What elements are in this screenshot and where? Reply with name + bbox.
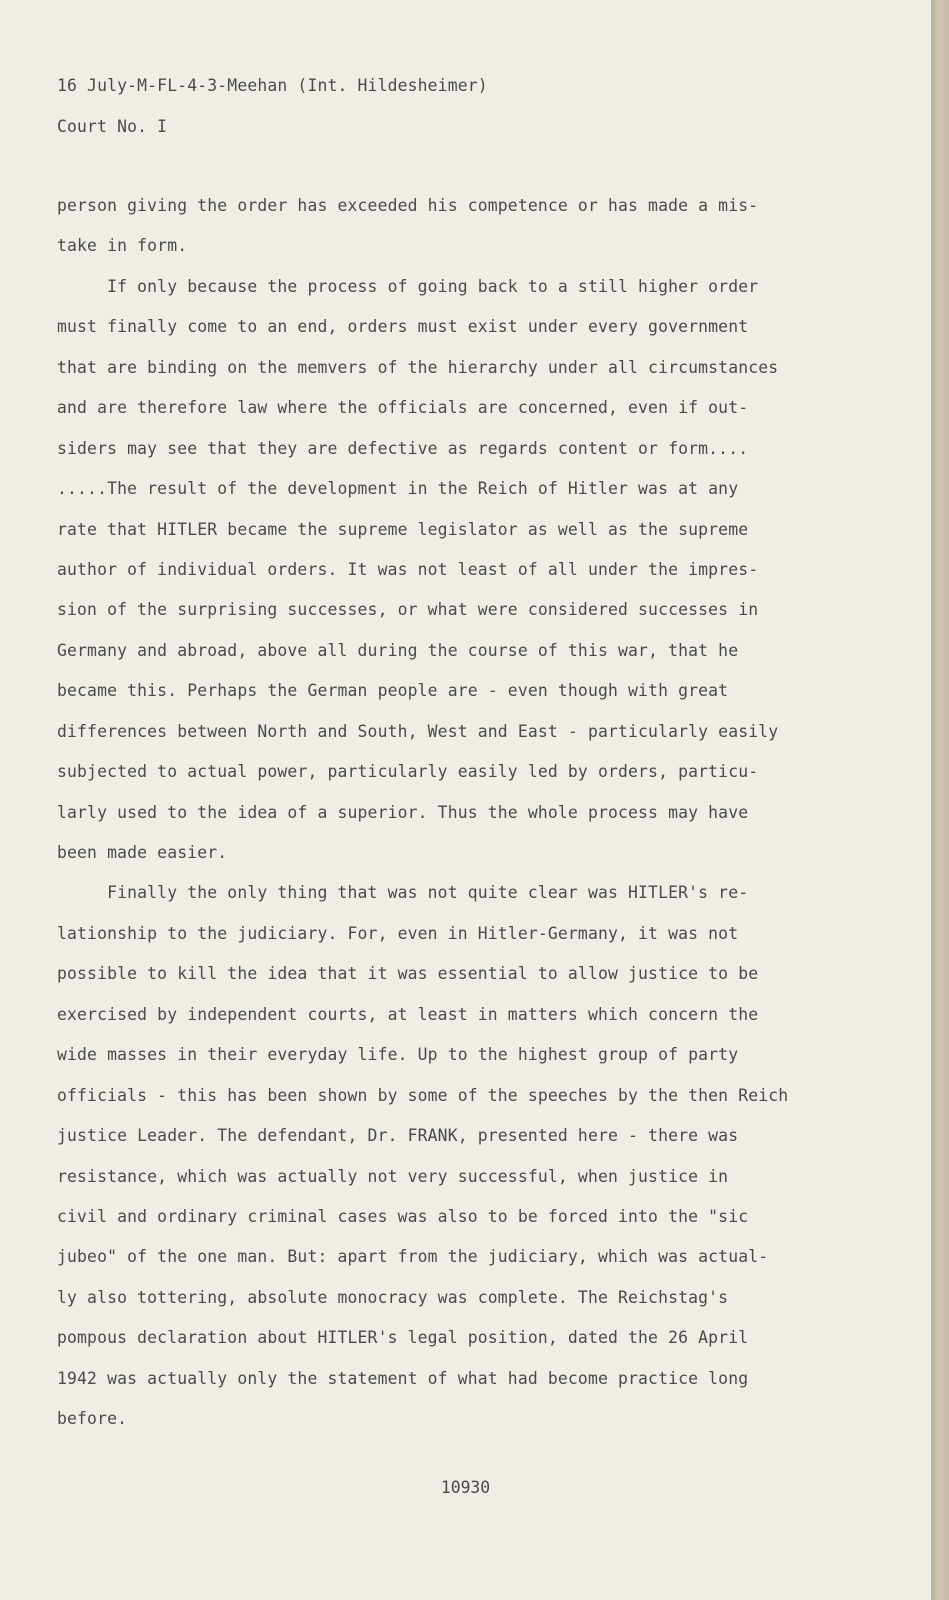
text-line: subjected to actual power, particularly easily led by orders, particu- bbox=[57, 762, 759, 782]
text-line: before. bbox=[57, 1409, 128, 1429]
text-line: person giving the order has exceeded his competence or has made a mis- bbox=[57, 196, 759, 215]
text-line: take in form. bbox=[57, 236, 188, 256]
text-line: wide masses in their everyday life. Up to the highest group of party bbox=[57, 1045, 739, 1065]
text-line: possible to kill the idea that it was essential to allow justice to be bbox=[57, 964, 759, 984]
text-line: lationship to the judiciary. For, even in Hitler-Germany, it was not bbox=[57, 923, 739, 943]
header-reference: 16 July-M-FL-4-3-Meehan (Int. Hildesheimer) bbox=[57, 76, 488, 95]
text-line: civil and ordinary criminal cases was also to be forced into the "sic bbox=[57, 1206, 749, 1226]
text-line: been made easier. bbox=[57, 843, 228, 862]
text-line: 1942 was actually only the statement of what had become practice long bbox=[57, 1368, 749, 1388]
text-line: exercised by independent courts, at least in matters which concern the bbox=[57, 1004, 759, 1024]
text-line: became this. Perhaps the German people are - even though with great bbox=[57, 681, 729, 701]
text-line: resistance, which was actually not very successful, when justice in bbox=[57, 1166, 729, 1186]
text-line: ly also tottering, absolute monocracy was complete. The Reichstag's bbox=[57, 1287, 729, 1307]
text-line: pompous declaration about HITLER's legal position, dated the 26 April bbox=[57, 1328, 749, 1348]
text-line: Germany and abroad, above all during the course of this war, that he bbox=[57, 640, 739, 660]
page-number: 10930 bbox=[440, 1478, 491, 1497]
text-line: officials - this has been shown by some of the speeches by the then Reich bbox=[57, 1085, 789, 1105]
text-line: If only because the process of going back to a still higher order bbox=[57, 276, 759, 296]
body-text bbox=[57, 194, 917, 1448]
text-line: larly used to the idea of a superior. Thus the whole process may have bbox=[57, 802, 749, 822]
text-line: justice Leader. The defendant, Dr. FRANK, presented here - there was bbox=[57, 1126, 739, 1146]
header-court: Court No. I bbox=[57, 117, 168, 136]
text-line: Finally the only thing that was not quite clear was HITLER's re- bbox=[57, 883, 749, 903]
page-edge bbox=[931, 0, 949, 1600]
text-line: jubeo" of the one man. But: apart from the judiciary, which was actual- bbox=[57, 1247, 769, 1267]
text-line: siders may see that they are defective as regards content or form.... bbox=[57, 438, 749, 458]
text-line: rate that HITLER became the supreme legislator as well as the supreme bbox=[57, 519, 749, 539]
text-line: must finally come to an end, orders must exist under every government bbox=[57, 317, 749, 337]
text-line: author of individual orders. It was not least of all under the impres- bbox=[57, 559, 759, 579]
text-line: and are therefore law where the officials are concerned, even if out- bbox=[57, 398, 749, 418]
text-line: that are binding on the memvers of the hierarchy under all circumstances bbox=[57, 357, 779, 377]
text-line: differences between North and South, West and East - particularly easily bbox=[57, 721, 779, 741]
text-line: sion of the surprising successes, or what were considered successes in bbox=[57, 600, 759, 620]
text-line: .....The result of the development in the Reich of Hitler was at any bbox=[57, 479, 739, 499]
